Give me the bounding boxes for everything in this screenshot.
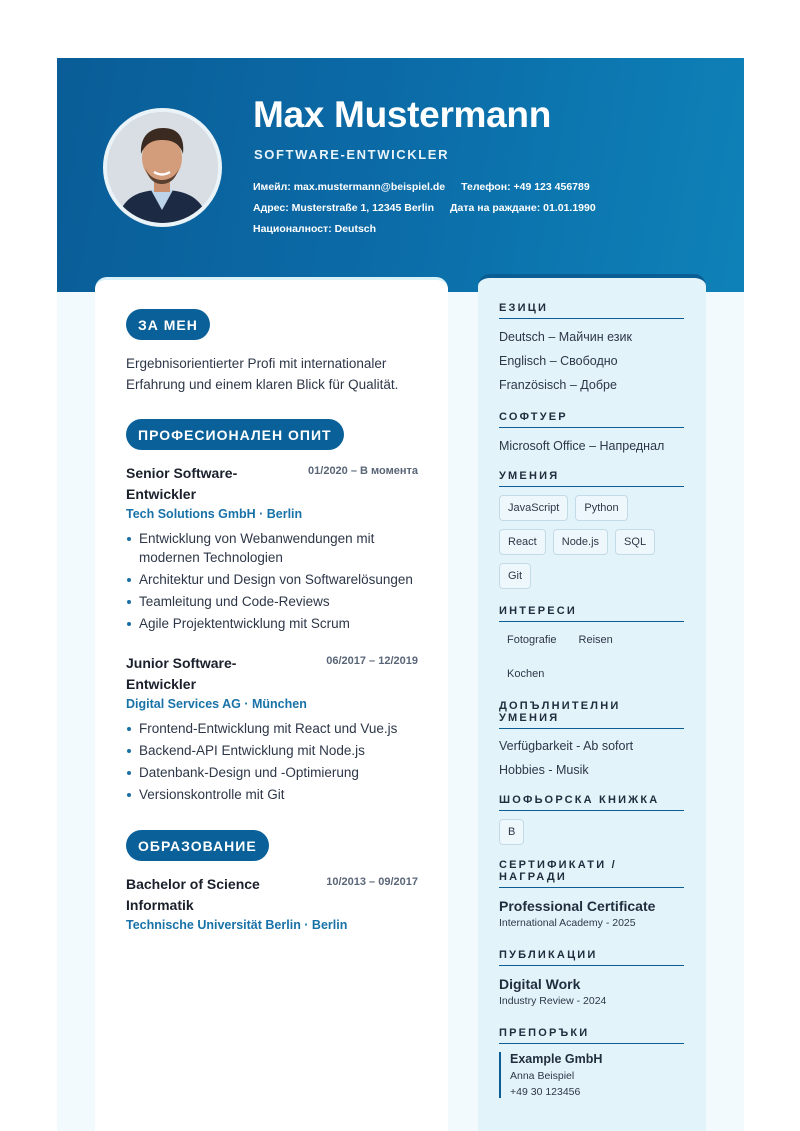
education-heading: ОБРАЗОВАНИЕ [126,830,269,861]
education-date: 10/2013 – 09/2017 [326,876,418,888]
reference-entry [499,1052,685,1098]
skill-tag: SQL [615,529,655,555]
languages-heading: ЕЗИЦИ [499,302,684,319]
skill-tag: Node.js [553,529,608,555]
job-bullet: Frontend-Entwicklung mit React und Vue.js [126,719,418,738]
contact-row-3 [253,223,376,235]
license-tag: B [499,819,524,845]
publications-heading: ПУБЛИКАЦИИ [499,949,684,966]
skill-tag: Python [575,495,627,521]
languages-list [499,325,685,397]
skills-heading: УМЕНИЯ [499,470,684,487]
certificates-heading: СЕРТИФИКАТИ / НАГРАДИ [499,859,684,888]
skill-tag: Git [499,563,531,589]
certificate-name: Professional Certificate [499,898,656,914]
language-item: Englisch – Свободно [499,354,618,368]
job-entry-date: 01/2020 – В момента [308,465,418,477]
job-bullet: Agile Projektentwicklung mit Scrum [126,614,418,633]
software-item: Microsoft Office – Напреднал [499,439,665,453]
extra-skills-heading: ДОПЪЛНИТЕЛНИ УМЕНИЯ [499,700,684,729]
education-degree: Bachelor of Science Informatik [126,876,260,913]
contact-row-1 [253,181,590,193]
job-title: SOFTWARE-ENTWICKLER [254,147,450,162]
skill-tag: JavaScript [499,495,568,521]
job-bullet: Backend-API Entwicklung mit Node.js [126,741,418,760]
job-entry-company: Tech Solutions GmbH · Berlin [126,507,303,521]
address-text: Адрес: Musterstraße 1, 12345 Berlin [253,202,435,214]
reference-company: Example GmbH [510,1052,603,1066]
references-heading: ПРЕПОРЪКИ [499,1027,684,1044]
interest-tag: Fotografie [507,634,557,646]
extra-skill-item: Hobbies - Musik [499,763,589,777]
reference-phone: +49 30 123456 [510,1086,581,1098]
license-heading: ШОФЬОРСКА КНИЖКА [499,794,684,811]
job-bullets [126,719,418,804]
candidate-name: Max Mustermann [253,94,552,135]
software-heading: СОФТУЕР [499,411,684,428]
license-tags [499,819,684,853]
person-portrait-icon [107,112,218,223]
email-text: Имейл: max.mustermann@beispiel.de [253,181,446,193]
sidebar [478,274,706,1131]
job-bullet: Versionskontrolle mit Git [126,785,418,804]
education-school: Technische Universität Berlin · Berlin [126,918,348,932]
publication-detail: Industry Review - 2024 [499,995,607,1007]
job-bullet: Teamleitung und Code-Reviews [126,592,418,611]
job-bullets [126,529,418,633]
job-bullet: Entwicklung von Webanwendungen mit modernen Technologien [126,529,418,567]
language-item: Französisch – Добре [499,378,617,392]
profile-photo [103,108,222,227]
nationality-text: Националност: Deutsch [253,223,377,235]
publication-name: Digital Work [499,976,581,992]
job-entry-company: Digital Services AG · München [126,697,307,711]
phone-text: Телефон: +49 123 456789 [461,181,590,193]
extra-skills-list [499,734,685,782]
job-entry [126,463,418,636]
job-entry-date: 06/2017 – 12/2019 [326,655,418,667]
education-entry [126,874,418,932]
experience-heading: ПРОФЕСИОНАЛЕН ОПИТ [126,419,344,450]
skill-tag: React [499,529,546,555]
main-column [95,277,448,1131]
skills-tags [499,495,684,597]
job-entry-title: Junior Software-Entwickler [126,655,237,692]
interests-heading: ИНТЕРЕСИ [499,605,684,622]
resume-header [57,58,744,292]
job-bullet: Datenbank-Design und -Optimierung [126,763,418,782]
resume-page [57,58,744,1131]
job-entry-title: Senior Software-Entwickler [126,465,238,502]
job-bullet: Architektur und Design von Softwarelösungen [126,570,418,589]
about-heading: ЗА МЕН [126,309,210,340]
job-entry [126,653,418,807]
about-text: Ergebnisorientierter Profi mit internationaler Erfahrung und einem klaren Blick für Qualität. [126,356,399,392]
interest-tag: Kochen [507,668,545,680]
reference-person: Anna Beispiel [510,1070,575,1082]
certificate-detail: International Academy - 2025 [499,917,636,929]
language-item: Deutsch – Майчин език [499,330,632,344]
interests-tags [499,628,684,696]
interest-tag: Reisen [578,634,613,646]
extra-skill-item: Verfügbarkeit - Ab sofort [499,739,634,753]
contact-row-2 [253,202,596,214]
birthdate-text: Дата на раждане: 01.01.1990 [450,202,596,214]
